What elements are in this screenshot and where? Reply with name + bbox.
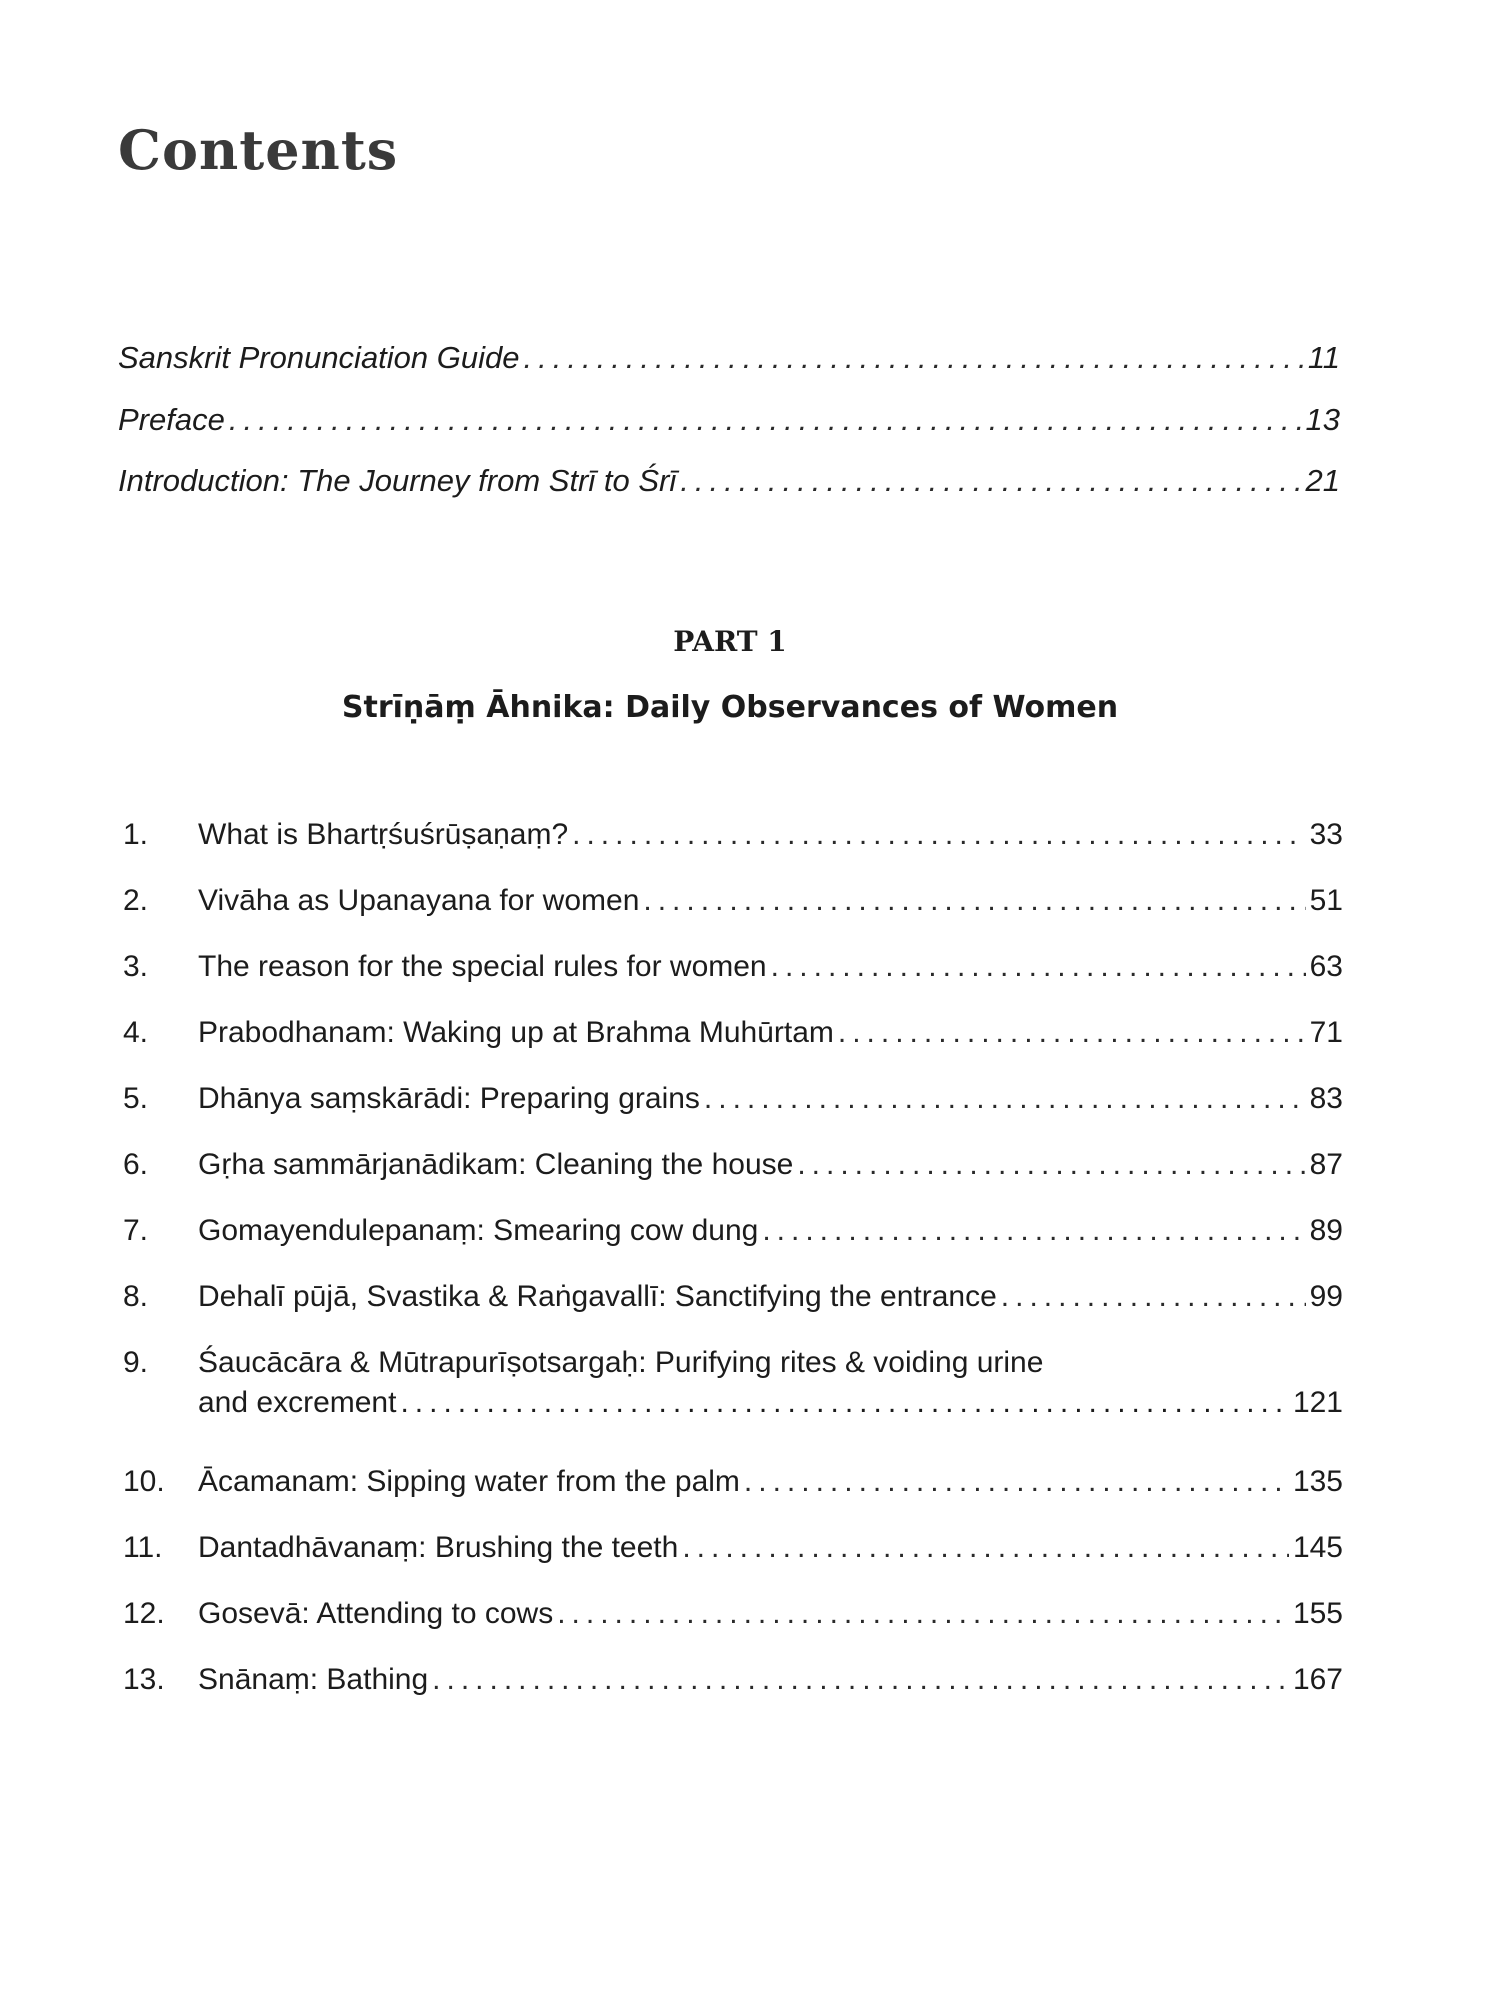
toc-chapter-11[interactable] (123, 1531, 1343, 1565)
dot-leader (400, 1386, 1288, 1420)
chapter-title: Gomayendulepanaṃ: Smearing cow dung (198, 1214, 759, 1247)
toc-chapter-3[interactable] (123, 950, 1343, 984)
toc-entry-pronunciation-guide[interactable] (118, 340, 1340, 376)
chapter-number: 13. (123, 1663, 165, 1696)
dot-leader (643, 884, 1305, 918)
chapter-number: 11. (123, 1531, 163, 1564)
dot-leader (572, 818, 1305, 852)
chapter-number: 4. (123, 1016, 149, 1049)
dot-leader (744, 1465, 1289, 1499)
chapter-page: 155 (1292, 1597, 1343, 1630)
chapter-number: 8. (123, 1280, 149, 1313)
dot-leader (1001, 1280, 1306, 1314)
dot-leader (229, 402, 1302, 438)
chapter-number: 10. (123, 1465, 165, 1498)
toc-entry-introduction[interactable] (118, 463, 1340, 499)
chapter-title: Ācamanam: Sipping water from the palm (198, 1465, 740, 1498)
part-label: PART 1 (673, 625, 787, 658)
chapter-title: Dantadhāvanaṃ: Brushing the teeth (198, 1531, 679, 1564)
toc-entry-page: 13 (1305, 402, 1340, 437)
chapter-page: 83 (1309, 1082, 1343, 1115)
toc-chapter-2[interactable] (123, 884, 1343, 918)
toc-chapter-10[interactable] (123, 1465, 1343, 1499)
chapter-title: Prabodhanam: Waking up at Brahma Muhūrtam (198, 1016, 834, 1049)
toc-chapter-12[interactable] (123, 1597, 1343, 1631)
dot-leader (432, 1663, 1289, 1697)
chapter-number: 7. (123, 1214, 149, 1247)
chapter-title-continued: and excrement (198, 1386, 397, 1419)
dot-leader (838, 1016, 1306, 1050)
chapter-title: What is Bhartṛśuśrūṣaṇaṃ? (198, 818, 569, 851)
dot-leader (762, 1214, 1305, 1248)
chapter-page: 89 (1309, 1214, 1343, 1247)
toc-chapter-1[interactable] (123, 818, 1343, 852)
chapter-title: Śaucācāra & Mūtrapurīṣotsargaḥ: Purifying rites & voiding urine (198, 1346, 1044, 1379)
chapter-number: 2. (123, 884, 149, 917)
chapter-page: 121 (1292, 1386, 1343, 1419)
dot-leader (797, 1148, 1305, 1182)
toc-entry-page: 21 (1305, 463, 1340, 498)
toc-entry-page: 11 (1307, 340, 1340, 375)
chapter-page: 87 (1309, 1148, 1343, 1181)
chapter-title: Gṛha sammārjanādikam: Cleaning the house (198, 1148, 794, 1181)
toc-entry-title: Sanskrit Pronunciation Guide (118, 340, 520, 375)
dot-leader (771, 950, 1306, 984)
chapter-page: 135 (1292, 1465, 1343, 1498)
chapter-page: 99 (1309, 1280, 1343, 1313)
chapter-title: Dehalī pūjā, Svastika & Raṅgavallī: Sanctifying the entrance (198, 1280, 997, 1313)
toc-chapter-13[interactable] (123, 1663, 1343, 1697)
chapter-page: 63 (1309, 950, 1343, 983)
dot-leader (680, 463, 1301, 499)
chapter-number: 5. (123, 1082, 149, 1115)
toc-chapter-9[interactable] (123, 1346, 1343, 1420)
chapter-number: 12. (123, 1597, 165, 1630)
chapter-title: The reason for the special rules for women (198, 950, 767, 983)
chapter-page: 145 (1292, 1531, 1343, 1564)
dot-leader (682, 1531, 1289, 1565)
dot-leader (524, 340, 1304, 376)
toc-entry-title: Preface (118, 402, 225, 437)
chapter-page: 33 (1309, 818, 1343, 851)
toc-entry-title: Introduction: The Journey from Strī to Śrī (118, 463, 677, 498)
dot-leader (557, 1597, 1289, 1631)
toc-chapter-4[interactable] (123, 1016, 1343, 1050)
toc-chapter-6[interactable] (123, 1148, 1343, 1182)
toc-entry-preface[interactable] (118, 402, 1340, 438)
page-title: Contents (118, 118, 399, 182)
chapter-number: 9. (123, 1346, 149, 1379)
toc-chapter-8[interactable] (123, 1280, 1343, 1314)
toc-chapter-7[interactable] (123, 1214, 1343, 1248)
chapter-number: 6. (123, 1148, 149, 1181)
chapter-title: Snānaṃ: Bathing (198, 1663, 429, 1696)
chapter-page: 167 (1292, 1663, 1343, 1696)
chapter-page: 71 (1309, 1016, 1343, 1049)
chapter-number: 1. (123, 818, 149, 851)
part-title: Strīṇāṃ Āhnika: Daily Observances of Women (341, 690, 1119, 725)
chapter-title: Dhānya saṃskārādi: Preparing grains (198, 1082, 700, 1115)
toc-chapter-5[interactable] (123, 1082, 1343, 1116)
dot-leader (704, 1082, 1306, 1116)
chapter-title: Gosevā: Attending to cows (198, 1597, 554, 1630)
chapter-number: 3. (123, 950, 149, 983)
chapter-title: Vivāha as Upanayana for women (198, 884, 640, 917)
chapter-page: 51 (1309, 884, 1343, 917)
